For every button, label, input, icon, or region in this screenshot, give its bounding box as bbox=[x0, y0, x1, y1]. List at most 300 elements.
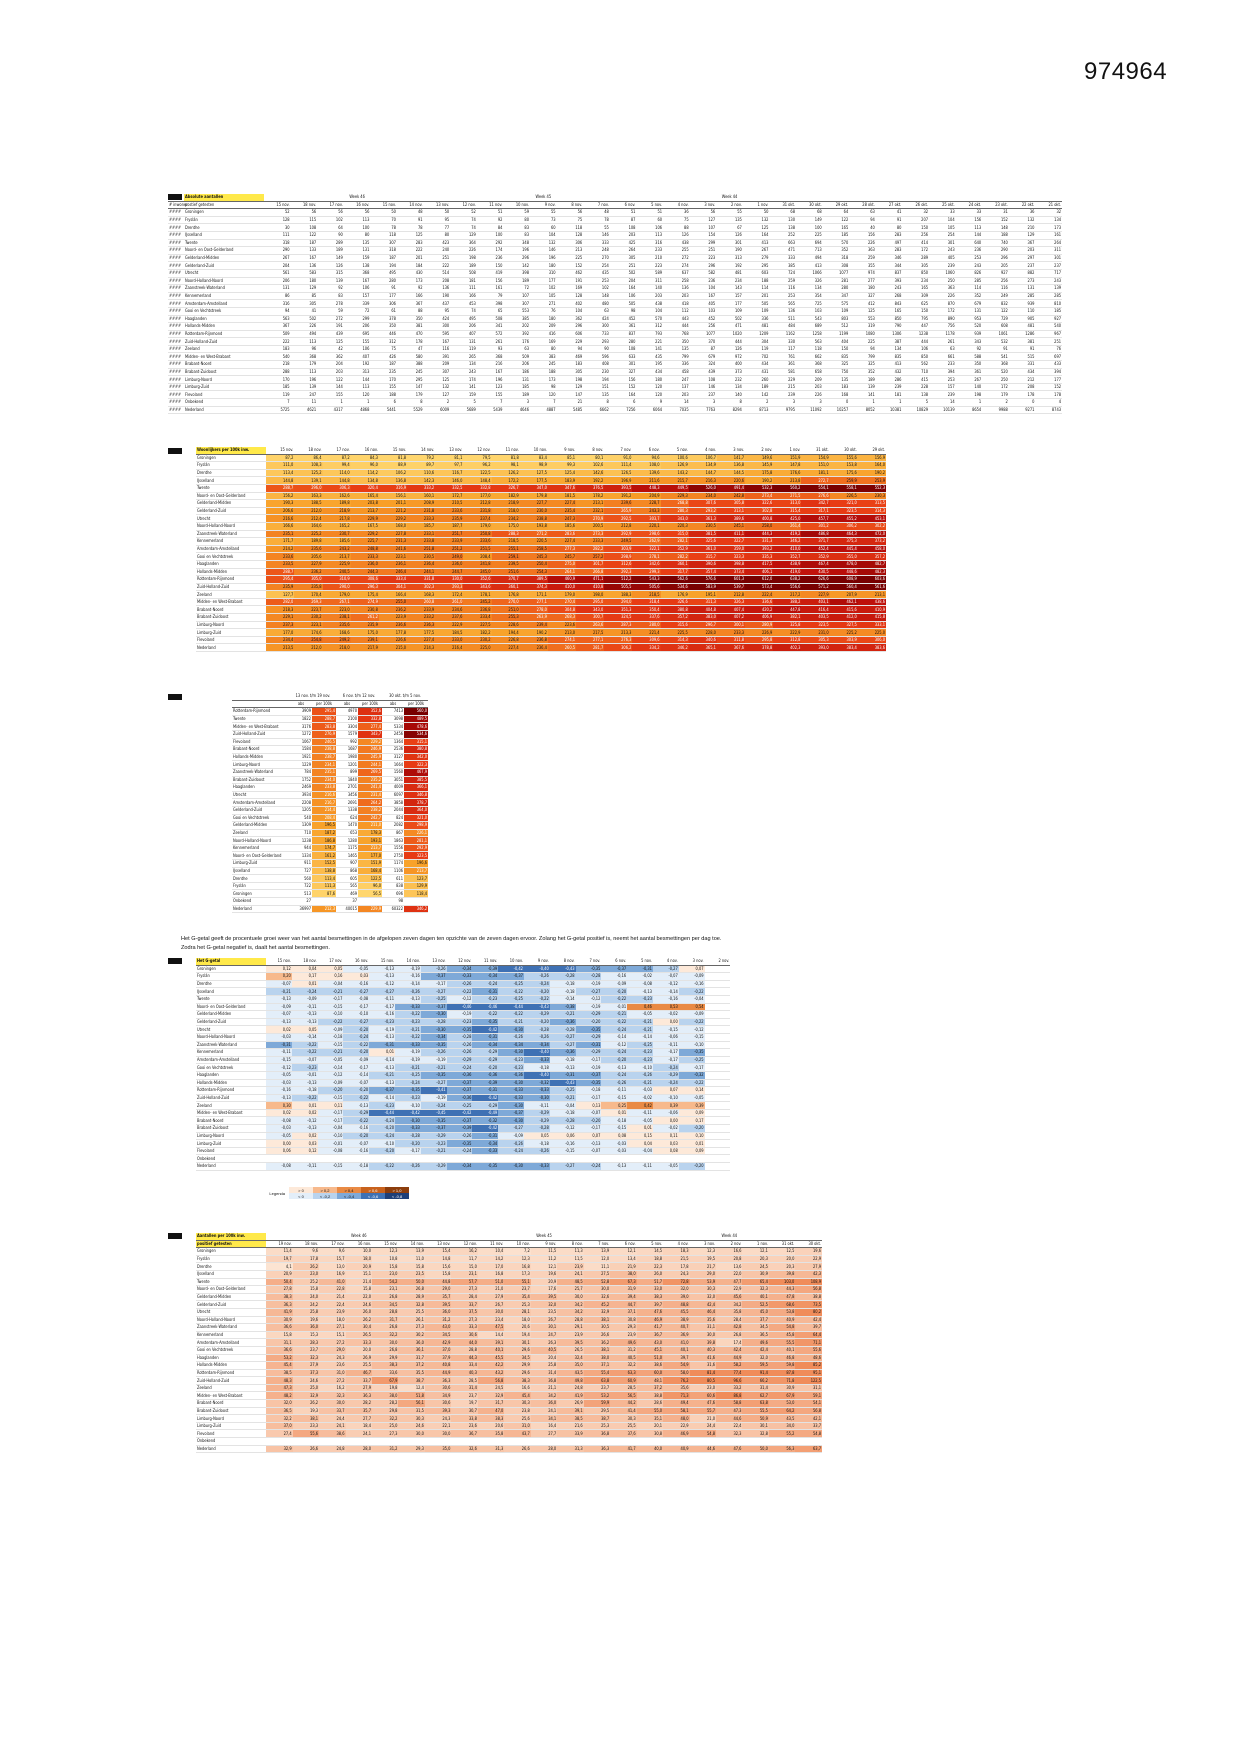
heat-cell: 430,5 bbox=[801, 568, 829, 576]
heat-cell: 166,4 bbox=[379, 591, 407, 599]
heat-cell: 83,4 bbox=[520, 454, 548, 462]
value-cell: 26,2 bbox=[346, 1316, 372, 1324]
g-cell: -0,01 bbox=[601, 1003, 627, 1011]
value-cell: 132 bbox=[1009, 216, 1036, 224]
value-cell: 179 bbox=[982, 391, 1009, 399]
value-cell: 43,5 bbox=[769, 1415, 795, 1423]
abs-cell: 2691 bbox=[336, 799, 358, 807]
region-name: Zaanstreek-Waterland bbox=[232, 768, 290, 776]
value-cell: 43,2 bbox=[478, 1369, 504, 1377]
heat-cell: 327,5 bbox=[830, 621, 858, 629]
value-cell: 226 bbox=[796, 391, 823, 399]
value-cell: 165 bbox=[902, 285, 929, 293]
value-cell: 38,0 bbox=[610, 1270, 637, 1278]
abs-cell: 2100 bbox=[336, 715, 358, 723]
value-cell: 24,8 bbox=[319, 1445, 345, 1453]
value-cell: 26,6 bbox=[293, 1445, 319, 1453]
heat-cell: 233,9 bbox=[407, 606, 435, 614]
value-cell: 225 bbox=[557, 254, 584, 262]
value-cell: 132 bbox=[743, 216, 770, 224]
value-cell: 398 bbox=[477, 300, 504, 308]
value-cell: 23,6 bbox=[319, 1362, 345, 1370]
row-hash: #### bbox=[168, 285, 184, 293]
abs-cell: 3127 bbox=[382, 753, 404, 761]
row-hash: #### bbox=[168, 323, 184, 331]
g-cell: -0,14 bbox=[550, 995, 576, 1003]
g-cell: -0,32 bbox=[679, 1071, 705, 1079]
legend-neg-0: < 0 bbox=[289, 1193, 313, 1199]
value-cell: 53,8 bbox=[769, 1308, 795, 1316]
value-cell: 679 bbox=[956, 300, 983, 308]
heat-cell: 261,0 bbox=[435, 598, 463, 606]
region-name: Gelderland-Midden bbox=[232, 822, 290, 830]
value-cell: 148 bbox=[982, 224, 1009, 232]
g-cell: -0,24 bbox=[601, 1026, 627, 1034]
value-cell: 23,6 bbox=[451, 1422, 477, 1430]
g-cell: -0,29 bbox=[472, 1102, 498, 1110]
value-cell: 25,0 bbox=[372, 1422, 398, 1430]
value-cell: 119 bbox=[450, 345, 477, 353]
value-cell: 254 bbox=[583, 262, 610, 270]
week-header: Week 45 bbox=[450, 194, 636, 201]
value-cell: 22,9 bbox=[663, 1422, 689, 1430]
region-name: Utrecht bbox=[232, 791, 290, 799]
region-name: Flevoland bbox=[196, 1147, 266, 1155]
heat-cell: 403,1 bbox=[801, 598, 829, 606]
value-cell: 54,1 bbox=[795, 1400, 822, 1408]
region-name: Fryslân bbox=[196, 973, 266, 981]
g-cell: -0,16 bbox=[266, 1087, 292, 1095]
g-cell: -0,43 bbox=[550, 1079, 576, 1087]
value-cell: 150 bbox=[477, 262, 504, 270]
g-cell: -0,19 bbox=[447, 1011, 473, 1019]
region-name: Limburg-Zuid bbox=[196, 1140, 266, 1148]
value-cell: 24,6 bbox=[346, 1301, 372, 1309]
value-cell: 106 bbox=[344, 345, 371, 353]
g-cell: 0,08 bbox=[601, 1132, 627, 1140]
value-cell: 33,3 bbox=[346, 1339, 372, 1347]
g-cell: -0,08 bbox=[343, 995, 369, 1003]
sub-row bbox=[232, 700, 428, 708]
heat-cell: 85,1 bbox=[548, 454, 576, 462]
value-cell: 128 bbox=[557, 292, 584, 300]
value-cell: 164 bbox=[610, 391, 637, 399]
value-cell: 15,6 bbox=[425, 1263, 452, 1271]
abs-cell: 992 bbox=[336, 738, 358, 746]
header-row bbox=[196, 447, 886, 454]
table-row bbox=[196, 500, 886, 508]
heat-cell: 315,0 bbox=[661, 530, 689, 538]
value-cell: 12,5 bbox=[769, 1248, 795, 1256]
per100k-cell: 151,9 bbox=[358, 860, 382, 868]
heat-cell: 270,9 bbox=[576, 515, 604, 523]
value-cell: 204 bbox=[264, 262, 291, 270]
g-cell: -0,11 bbox=[627, 1163, 653, 1171]
value-cell: 107 bbox=[690, 224, 717, 232]
heat-cell: 168,6 bbox=[323, 629, 351, 637]
g-cell: -0,35 bbox=[447, 1140, 473, 1148]
value-cell: 159 bbox=[344, 254, 371, 262]
value-cell: 229 bbox=[557, 338, 584, 346]
value-cell: 347 bbox=[823, 292, 850, 300]
g-cell: -0,23 bbox=[369, 1018, 395, 1026]
value-cell: 45,8 bbox=[769, 1331, 795, 1339]
table-row bbox=[196, 1422, 822, 1430]
g-cell: -0,35 bbox=[576, 1079, 602, 1087]
value-cell: 36,3 bbox=[346, 1392, 372, 1400]
value-cell: 8654 bbox=[956, 406, 983, 414]
value-cell: 532 bbox=[982, 338, 1009, 346]
value-cell: 51 bbox=[477, 209, 504, 217]
per100k-cell: 295,4 bbox=[312, 708, 336, 716]
region-name: Rotterdam-Rijnmond bbox=[232, 708, 290, 716]
value-cell: 196 bbox=[530, 254, 557, 262]
heat-cell: 212,8 bbox=[604, 522, 632, 530]
g-cell: -0,20 bbox=[472, 1064, 498, 1072]
value-cell: 327 bbox=[849, 292, 876, 300]
value-cell: 717 bbox=[1035, 269, 1062, 277]
date-header: 7 nov. bbox=[583, 201, 610, 209]
value-cell: 39,5 bbox=[425, 1301, 452, 1309]
value-cell: 177 bbox=[1035, 376, 1062, 384]
g-cell: -0,05 bbox=[679, 1094, 705, 1102]
g-cell: -0,18 bbox=[318, 1033, 344, 1041]
value-cell: 47,6 bbox=[637, 1308, 663, 1316]
heat-cell: 410,0 bbox=[548, 583, 576, 591]
value-cell: 312 bbox=[636, 323, 663, 331]
value-cell: 9988 bbox=[982, 406, 1009, 414]
value-cell: 18,3 bbox=[663, 1248, 689, 1256]
value-cell: 247 bbox=[663, 376, 690, 384]
g-cell: -0,30 bbox=[498, 1026, 524, 1034]
g-cell: -0,33 bbox=[524, 1163, 550, 1171]
value-cell: 150 bbox=[902, 224, 929, 232]
heat-cell: 244,1 bbox=[407, 568, 435, 576]
value-cell: 44,3 bbox=[769, 1286, 795, 1294]
heat-cell: 313,1 bbox=[717, 507, 745, 515]
table-row bbox=[168, 353, 1062, 361]
value-cell: 793 bbox=[636, 330, 663, 338]
value-cell: 243 bbox=[929, 247, 956, 255]
g-cell: -0,20 bbox=[395, 1140, 421, 1148]
value-cell: 129 bbox=[450, 231, 477, 239]
value-cell: 250 bbox=[929, 277, 956, 285]
value-cell: 23,1 bbox=[372, 1286, 398, 1294]
date-header: 31 okt. bbox=[801, 447, 829, 454]
heat-cell: 116,7 bbox=[435, 469, 463, 477]
table-row bbox=[196, 1270, 822, 1278]
heat-cell: 126,5 bbox=[604, 469, 632, 477]
abs-cell: 784 bbox=[290, 768, 312, 776]
value-cell: 18,0 bbox=[346, 1255, 372, 1263]
date-header: 9 nov. bbox=[530, 201, 557, 209]
value-cell: 280 bbox=[823, 285, 850, 293]
value-cell: 301 bbox=[716, 239, 743, 247]
row-hash: #### bbox=[168, 315, 184, 323]
value-cell: 152 bbox=[610, 383, 637, 391]
value-cell: 31,4 bbox=[451, 1384, 477, 1392]
value-cell: 39,8 bbox=[769, 1270, 795, 1278]
value-cell: 42,3 bbox=[795, 1270, 822, 1278]
value-cell: 6 bbox=[610, 399, 637, 407]
value-cell: 24,4 bbox=[690, 1422, 716, 1430]
date-header: 16 nov. bbox=[343, 958, 369, 965]
value-cell bbox=[425, 1438, 452, 1446]
heat-cell: 352,9 bbox=[661, 545, 689, 553]
abs-cell: 2208 bbox=[290, 799, 312, 807]
heat-cell: 361,0 bbox=[689, 545, 717, 553]
value-cell: 38,6 bbox=[637, 1362, 663, 1370]
g-cell bbox=[705, 1041, 731, 1049]
value-cell: 185 bbox=[1035, 307, 1062, 315]
g-cell: -0,31 bbox=[369, 1041, 395, 1049]
value-cell: 438 bbox=[663, 239, 690, 247]
value-cell: 216 bbox=[477, 361, 504, 369]
value-cell: 98 bbox=[610, 307, 637, 315]
value-cell: 56 bbox=[317, 209, 344, 217]
value-cell: 33,7 bbox=[451, 1301, 477, 1309]
heat-cell: 236,8 bbox=[520, 636, 548, 644]
value-cell: 29,8 bbox=[372, 1407, 398, 1415]
per100k-cell: 212,3 bbox=[312, 905, 336, 913]
g-cell: -0,18 bbox=[343, 1163, 369, 1171]
table-row bbox=[196, 1384, 822, 1392]
value-cell: 484 bbox=[769, 323, 796, 331]
heat-cell: 457,7 bbox=[801, 515, 829, 523]
value-cell: 381 bbox=[397, 323, 424, 331]
abs-cell: 36997 bbox=[290, 905, 312, 913]
region-name: Limburg-Noord bbox=[184, 376, 264, 384]
value-cell: 23,0 bbox=[372, 1270, 398, 1278]
value-cell: 178 bbox=[397, 338, 424, 346]
row-hash: #### bbox=[168, 399, 184, 407]
value-cell: 16,6 bbox=[504, 1384, 530, 1392]
g-cell bbox=[266, 1155, 292, 1163]
value-cell: 185 bbox=[503, 383, 530, 391]
value-cell: 790 bbox=[876, 323, 903, 331]
date-header: 21 okt. bbox=[1035, 201, 1062, 209]
value-cell: 138 bbox=[769, 224, 796, 232]
date-header: 30 okt. bbox=[830, 447, 858, 454]
g-cell: -0,22 bbox=[395, 1033, 421, 1041]
abs-cell: 469 bbox=[336, 890, 358, 898]
value-cell: 41,0 bbox=[663, 1339, 689, 1347]
value-cell: 515 bbox=[1009, 353, 1036, 361]
value-cell: 38,8 bbox=[795, 1293, 822, 1301]
heat-cell: 239,6 bbox=[604, 500, 632, 508]
heat-cell: 108,0 bbox=[632, 462, 660, 470]
g-cell: -0,42 bbox=[472, 1094, 498, 1102]
value-cell: 540 bbox=[1035, 323, 1062, 331]
value-cell: 11,4 bbox=[266, 1248, 292, 1256]
value-cell: 563 bbox=[264, 315, 291, 323]
value-cell: 63,3 bbox=[610, 1369, 637, 1377]
abs-cell: 2469 bbox=[290, 784, 312, 792]
g-cell: -0,18 bbox=[550, 980, 576, 988]
heat-cell: 583,9 bbox=[689, 583, 717, 591]
value-cell: 96 bbox=[291, 345, 318, 353]
value-cell: 190 bbox=[716, 247, 743, 255]
heat-cell: 233,0 bbox=[435, 636, 463, 644]
value-cell: 1061 bbox=[982, 330, 1009, 338]
table-row bbox=[168, 361, 1062, 369]
heat-cell: 543,3 bbox=[632, 576, 660, 584]
table-row bbox=[168, 285, 1062, 293]
legend-neg-1: < -0,2 bbox=[313, 1193, 337, 1199]
table-row bbox=[196, 583, 886, 591]
value-cell: 251 bbox=[424, 254, 451, 262]
date-header: 15 nov. bbox=[264, 201, 291, 209]
value-cell: 29,0 bbox=[425, 1286, 452, 1294]
heat-cell: 98,1 bbox=[492, 462, 520, 470]
g-cell: -0,21 bbox=[550, 1094, 576, 1102]
g-cell: -0,21 bbox=[627, 1079, 653, 1087]
table-row bbox=[196, 1109, 730, 1117]
per100k-cell: 196,5 bbox=[312, 822, 336, 830]
g-cell: 0,46 bbox=[627, 1003, 653, 1011]
g-cell: -0,07 bbox=[653, 973, 679, 981]
value-cell: 259 bbox=[769, 277, 796, 285]
value-cell: 104 bbox=[636, 307, 663, 315]
value-cell: 724 bbox=[769, 269, 796, 277]
legend-label: Legenda bbox=[269, 1190, 285, 1196]
g-cell: -0,07 bbox=[576, 1147, 602, 1155]
g-cell: -0,42 bbox=[447, 1109, 473, 1117]
g-cell: -0,09 bbox=[601, 980, 627, 988]
value-cell bbox=[716, 1438, 742, 1446]
value-cell: 311 bbox=[636, 277, 663, 285]
value-cell: 24,1 bbox=[531, 1407, 557, 1415]
region-name: Utrecht bbox=[196, 1026, 266, 1034]
heat-cell: 187,7 bbox=[435, 522, 463, 530]
value-cell: 166 bbox=[397, 292, 424, 300]
heat-cell: 347,6 bbox=[548, 484, 576, 492]
value-cell: 310 bbox=[530, 269, 557, 277]
abs-cell: 611 bbox=[382, 875, 404, 883]
g-cell: -0,20 bbox=[524, 988, 550, 996]
value-cell: 26,1 bbox=[398, 1316, 424, 1324]
value-cell: 64 bbox=[317, 224, 344, 232]
value-cell: 4,1 bbox=[266, 1263, 292, 1271]
region-name: Rotterdam-Rijnmond bbox=[196, 1369, 266, 1377]
g-cell: 0,01 bbox=[292, 1102, 318, 1110]
value-cell: 26,8 bbox=[716, 1331, 742, 1339]
table-row bbox=[232, 761, 428, 769]
value-cell: 437 bbox=[424, 300, 451, 308]
g-cell: 0,09 bbox=[679, 1147, 705, 1155]
table-row bbox=[196, 530, 886, 538]
g-cell: 0,07 bbox=[653, 1087, 679, 1095]
value-cell: 38,8 bbox=[637, 1392, 663, 1400]
value-cell: 606 bbox=[557, 330, 584, 338]
g-cell: -0,34 bbox=[447, 1163, 473, 1171]
value-cell: 28,8 bbox=[557, 1316, 583, 1324]
value-cell: 44,2 bbox=[610, 1400, 637, 1408]
value-cell: 20,1 bbox=[637, 1422, 663, 1430]
heat-cell: 80,1 bbox=[576, 454, 604, 462]
period-header: 6 nov. t/m 12 nov. bbox=[336, 693, 382, 700]
g-cell: -0,34 bbox=[524, 1041, 550, 1049]
region-name: Onbekend bbox=[196, 1438, 266, 1446]
date-header: 13 nov. bbox=[435, 447, 463, 454]
heat-cell: 175,0 bbox=[351, 629, 379, 637]
heat-cell: 236,2 bbox=[379, 606, 407, 614]
region-name: Gooi en Vechtstreek bbox=[196, 1346, 266, 1354]
value-cell: 41,9 bbox=[557, 1392, 583, 1400]
value-cell: 129 bbox=[557, 383, 584, 391]
g-cell bbox=[705, 1155, 731, 1163]
g-cell: -0,17 bbox=[318, 995, 344, 1003]
g-cell: -0,21 bbox=[498, 1018, 524, 1026]
heat-cell: 532,3 bbox=[745, 484, 773, 492]
g-cell: -0,08 bbox=[266, 1117, 292, 1125]
value-cell: 288 bbox=[264, 368, 291, 376]
abs-cell: 1921 bbox=[290, 753, 312, 761]
value-cell: 167 bbox=[344, 277, 371, 285]
value-cell: 176 bbox=[503, 338, 530, 346]
value-cell: 120 bbox=[636, 391, 663, 399]
g-cell bbox=[550, 1155, 576, 1163]
value-cell: 17,8 bbox=[663, 1263, 689, 1271]
value-cell: 331 bbox=[1009, 361, 1036, 369]
value-cell: 8 bbox=[583, 399, 610, 407]
value-cell: 19,8 bbox=[372, 1384, 398, 1392]
region-name: Drenthe bbox=[232, 875, 290, 883]
region-name: Nederland bbox=[184, 406, 264, 414]
region-name: Haaglanden bbox=[184, 315, 264, 323]
region-name: Nederland bbox=[196, 1163, 266, 1171]
value-cell: 114 bbox=[743, 285, 770, 293]
value-cell: 24,1 bbox=[319, 1422, 345, 1430]
value-cell: 12,0 bbox=[584, 1255, 610, 1263]
value-cell: 279 bbox=[743, 254, 770, 262]
per100k-heatmap-panel bbox=[196, 447, 886, 652]
value-cell: 164 bbox=[610, 285, 637, 293]
value-cell: 3 bbox=[503, 399, 530, 407]
date-header: 17 nov. bbox=[317, 201, 344, 209]
heat-cell: 302,2 bbox=[858, 522, 886, 530]
value-cell: 313 bbox=[344, 368, 371, 376]
g-cell: -0,30 bbox=[498, 1102, 524, 1110]
heat-cell: 293,3 bbox=[435, 583, 463, 591]
value-cell: 113 bbox=[344, 383, 371, 391]
value-cell: 45,4 bbox=[504, 1392, 530, 1400]
heat-cell: 231,3 bbox=[379, 538, 407, 546]
value-cell: 31,7 bbox=[478, 1400, 504, 1408]
heat-cell: 425,0 bbox=[773, 515, 801, 523]
value-cell: 502 bbox=[291, 315, 318, 323]
g-cell: -0,22 bbox=[679, 988, 705, 996]
date-header: 11 nov. bbox=[477, 201, 504, 209]
heat-cell: 274,9 bbox=[351, 598, 379, 606]
heat-cell: 239,1 bbox=[351, 636, 379, 644]
value-cell: 28,3 bbox=[293, 1339, 319, 1347]
value-cell: 362 bbox=[317, 353, 344, 361]
heat-cell: 217,5 bbox=[576, 629, 604, 637]
g-cell: -0,27 bbox=[421, 988, 447, 996]
g-cell: -0,18 bbox=[524, 1140, 550, 1148]
value-cell: 52,8 bbox=[584, 1278, 610, 1286]
value-cell: 9,6 bbox=[293, 1248, 319, 1256]
value-cell: 26,2 bbox=[293, 1263, 319, 1271]
value-cell: 253 bbox=[769, 292, 796, 300]
region-name: Fryslân bbox=[196, 462, 266, 470]
value-cell: 36,0 bbox=[398, 1339, 424, 1347]
heat-cell: 178,2 bbox=[576, 492, 604, 500]
value-cell: 26,9 bbox=[557, 1400, 583, 1408]
value-cell: 367 bbox=[264, 323, 291, 331]
g-cell: -0,14 bbox=[292, 1033, 318, 1041]
